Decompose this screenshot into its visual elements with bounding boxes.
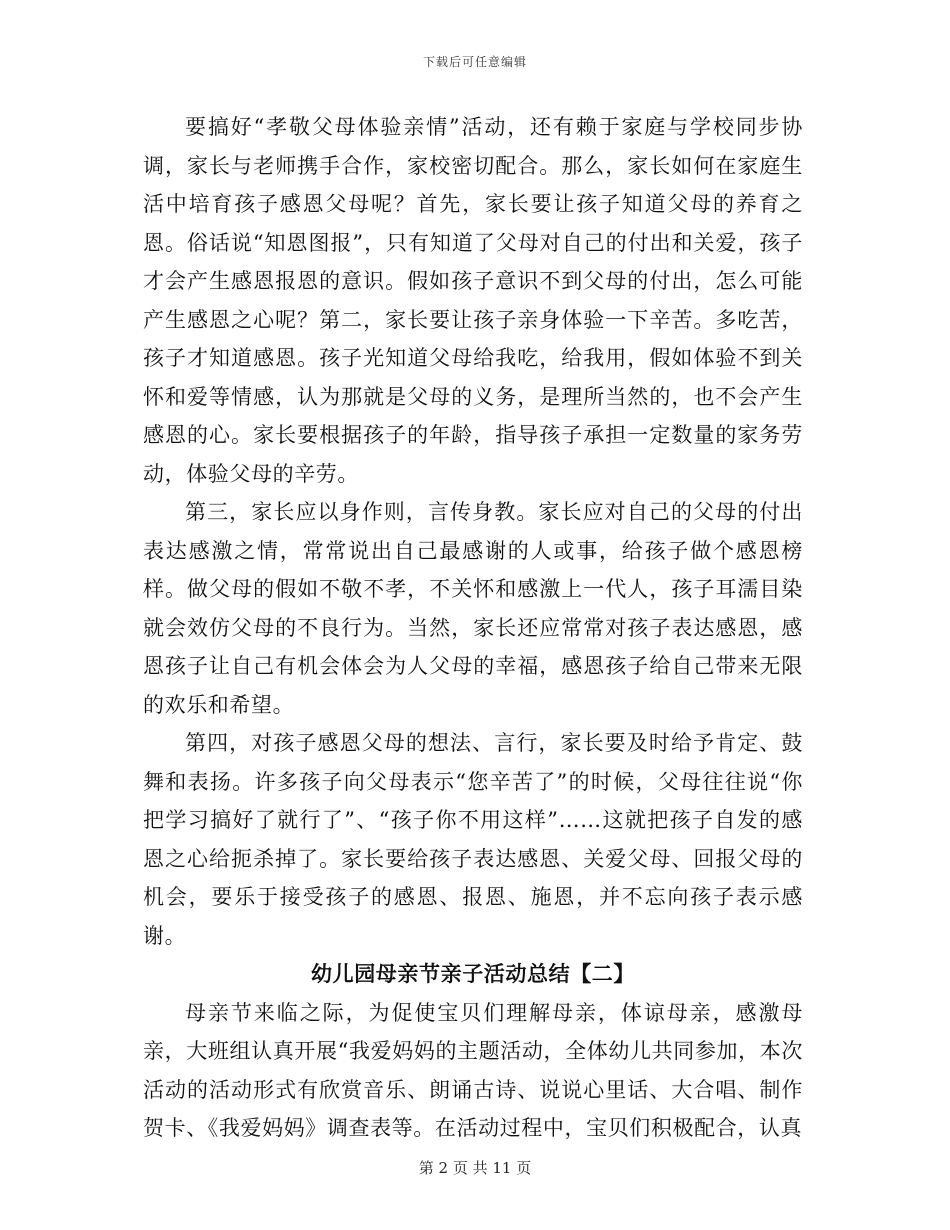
document-body [143,108,803,1148]
section-paragraph: 母亲节来临之际，为促使宝贝们理解母亲，体谅母亲，感激母亲，大班组认真开展“我爱妈妈的主题活动，全体幼儿共同参加，本次活动的活动形式有欣赏音乐、朗诵古诗、说说心里话、大合唱、制作贺卡、《我爱妈妈》调查表等。在活动过程中，宝贝们积极配合，认真 [143,1000,803,1140]
paragraph-2: 第三，家长应以身作则，言传身教。家长应对自己的父母的付出表达感激之情，常常说出自己最感谢的人或事，给孩子做个感恩榜样。做父母的假如不敬不孝，不关怀和感激上一代人，孩子耳濡目染就会效仿父母的不良行为。当然，家长还应常常对孩子表达感恩，感恩孩子让自己有机会体会为人父母的幸福，感恩孩子给自己带来无限的欢乐和希望。 [143,500,803,717]
page-number: 第 2 页 共 11 页 [418,1159,532,1177]
paragraph-3: 第四，对孩子感恩父母的想法、言行，家长要及时给予肯定、鼓舞和表扬。许多孩子向父母表示“您辛苦了”的时候，父母往往说“你把学习搞好了就行了”、“孩子你不用这样”……这就把孩子自发的感恩之心给扼杀掉了。家长要给孩子表达感恩、关爱父母、回报父母的机会，要乐于接受孩子的感恩、报恩、施恩，并不忘向孩子表示感谢。 [143,731,803,948]
section-title: 幼儿园母亲节亲子活动总结【二】 [311,961,635,986]
paragraph-1: 要搞好“孝敬父母体验亲情”活动，还有赖于家庭与学校同步协调，家长与老师携手合作，家校密切配合。那么，家长如何在家庭生活中培育孩子感恩父母呢？首先，家长要让孩子知道父母的养育之恩。俗话说“知恩图报”，只有知道了父母对自己的付出和关爱，孩子才会产生感恩报恩的意识。假如孩子意识不到父母的付出，怎么可能产生感恩之心呢？第二，家长要让孩子亲身体验一下辛苦。多吃苦，孩子才知道感恩。孩子光知道父母给我吃，给我用，假如体验不到关怀和爱等情感，认为那就是父母的义务，是理所当然的，也不会产生感恩的心。家长要根据孩子的年龄，指导孩子承担一定数量的家务劳动，体验父母的辛劳。 [143,115,803,486]
page-header: 下载后可任意编辑 [422,55,527,69]
